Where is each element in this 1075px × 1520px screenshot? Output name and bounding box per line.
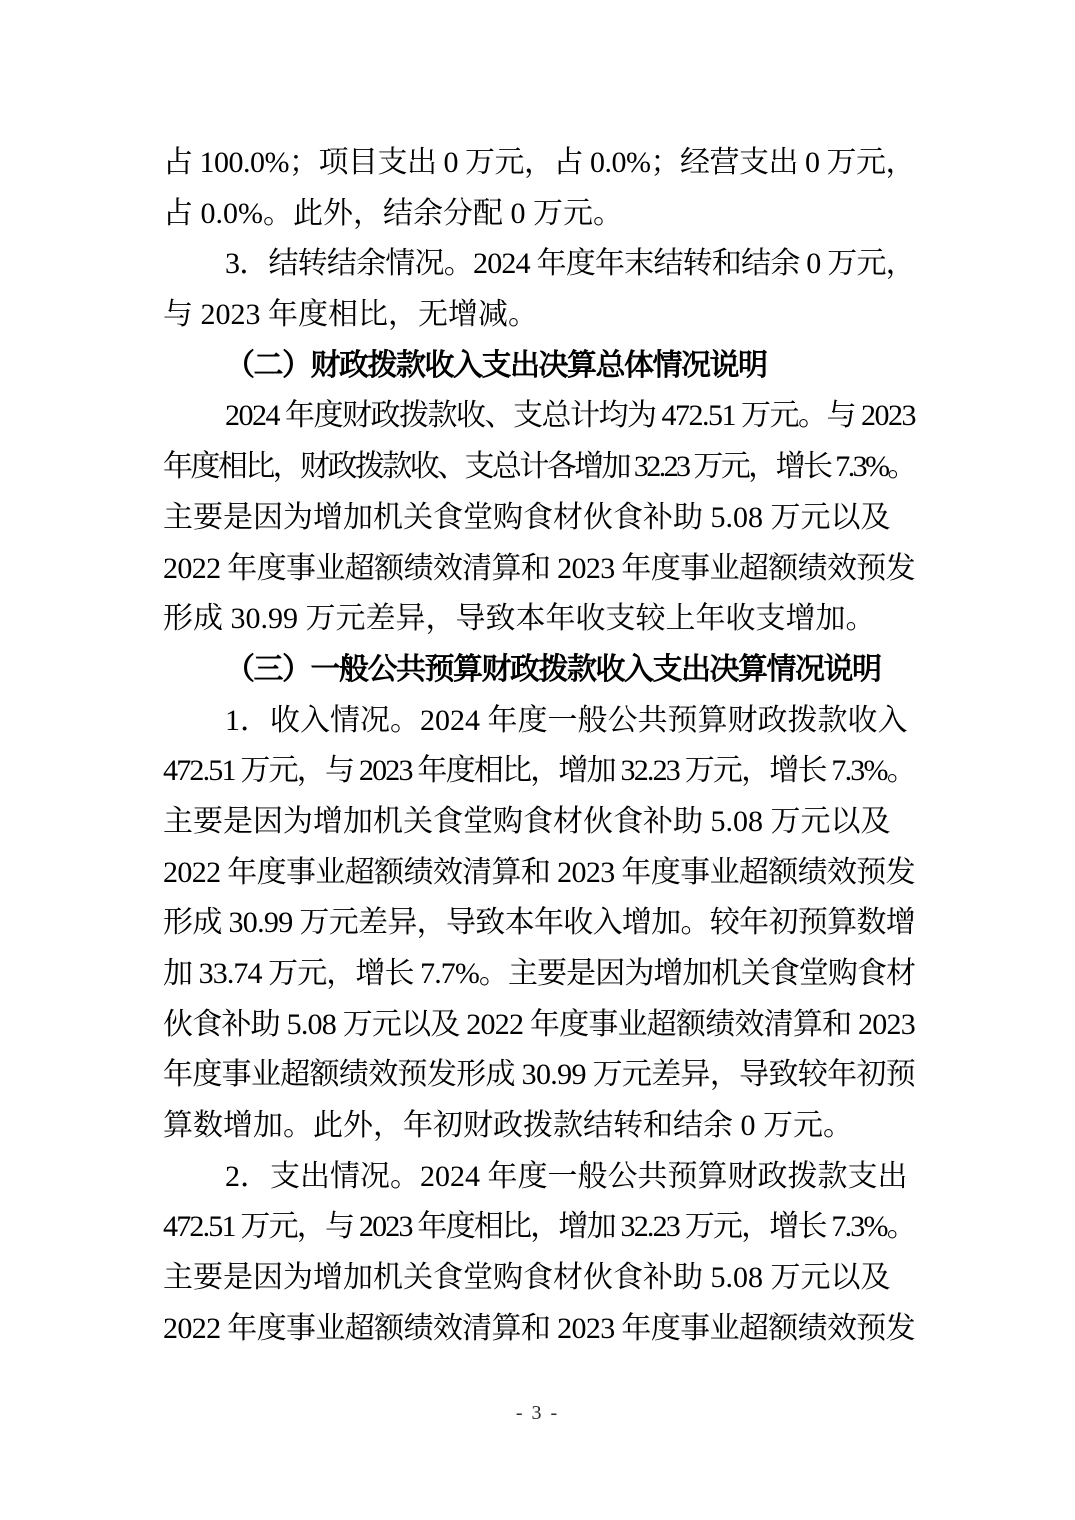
text-line bbox=[163, 949, 915, 1000]
text-line bbox=[163, 544, 915, 595]
page-footer bbox=[0, 1400, 1075, 1426]
text-line-content: 年度事业超额绩效预发形成 30.99 万元差异，导致较年初预 bbox=[163, 1058, 916, 1092]
text-line bbox=[163, 1000, 915, 1051]
text-line bbox=[163, 1304, 915, 1355]
text-line-content: 472.51 万元，与 2023 年度相比，增加 32.23 万元，增长 7.3%。 bbox=[163, 754, 915, 788]
text-line bbox=[163, 391, 915, 442]
text-line-content: 2．支出情况。2024 年度一般公共预算财政拨款支出 bbox=[225, 1159, 908, 1193]
text-line bbox=[163, 797, 915, 848]
text-line-content: 主要是因为增加机关食堂购食材伙食补助 5.08 万元以及 bbox=[163, 804, 891, 838]
text-line bbox=[163, 848, 915, 899]
text-line-content: 2022 年度事业超额绩效清算和 2023 年度事业超额绩效预发 bbox=[163, 855, 916, 889]
text-line-content: 1．收入情况。2024 年度一般公共预算财政拨款收入 bbox=[225, 703, 908, 737]
text-line bbox=[163, 1253, 915, 1304]
text-line-content: 2024 年度财政拨款收、支总计均为 472.51 万元。与 2023 bbox=[225, 399, 915, 433]
text-line bbox=[163, 1152, 915, 1203]
page-number: - 3 - bbox=[515, 1402, 560, 1424]
text-line-content: 形成 30.99 万元差异，导致本年收支较上年收支增加。 bbox=[163, 602, 876, 636]
text-line bbox=[163, 696, 915, 747]
text-line bbox=[163, 1202, 915, 1253]
text-line-content: 与 2023 年度相比，无增减。 bbox=[163, 298, 538, 332]
text-line-content: 占 0.0%。此外，结余分配 0 万元。 bbox=[163, 196, 623, 230]
text-line bbox=[163, 290, 915, 341]
text-line-content: 472.51 万元，与 2023 年度相比，增加 32.23 万元，增长 7.3%。 bbox=[163, 1210, 915, 1244]
text-line bbox=[163, 493, 915, 544]
text-line bbox=[163, 442, 915, 493]
text-line bbox=[163, 138, 915, 189]
text-line bbox=[163, 594, 915, 645]
text-line-content: 年度相比，财政拨款收、支总计各增加 32.23 万元，增长 7.3%。 bbox=[163, 450, 915, 484]
text-line-content: 2022 年度事业超额绩效清算和 2023 年度事业超额绩效预发 bbox=[163, 551, 916, 585]
text-line bbox=[163, 1050, 915, 1101]
text-line-content: 3．结转结余情况。2024 年度年末结转和结余 0 万元， bbox=[225, 247, 915, 281]
text-line bbox=[163, 189, 915, 240]
text-line-content: 加 33.74 万元，增长 7.7%。主要是因为增加机关食堂购食材 bbox=[163, 957, 916, 990]
text-line-content: 主要是因为增加机关食堂购食材伙食补助 5.08 万元以及 bbox=[163, 500, 891, 534]
section-heading bbox=[163, 645, 915, 696]
text-line-content: 算数增加。此外，年初财政拨款结转和结余 0 万元。 bbox=[163, 1109, 853, 1143]
text-line bbox=[163, 898, 915, 949]
text-line-content: （二）财政拨款收入支出决算总体情况说明 bbox=[225, 348, 767, 382]
text-line bbox=[163, 1101, 915, 1152]
section-heading bbox=[163, 341, 915, 392]
document-body bbox=[163, 138, 915, 1355]
text-line-content: 伙食补助 5.08 万元以及 2022 年度事业超额绩效清算和 2023 bbox=[163, 1007, 915, 1041]
text-line-content: （三）一般公共预算财政拨款收入支出决算情况说明 bbox=[225, 652, 881, 686]
text-line-content: 形成 30.99 万元差异，导致本年收入增加。较年初预算数增 bbox=[163, 906, 916, 940]
text-line bbox=[163, 746, 915, 797]
text-line-content: 占 100.0%；项目支出 0 万元，占 0.0%；经营支出 0 万元， bbox=[163, 146, 915, 179]
text-line-content: 2022 年度事业超额绩效清算和 2023 年度事业超额绩效预发 bbox=[163, 1311, 916, 1345]
text-line-content: 主要是因为增加机关食堂购食材伙食补助 5.08 万元以及 bbox=[163, 1261, 891, 1295]
text-line bbox=[163, 239, 915, 290]
